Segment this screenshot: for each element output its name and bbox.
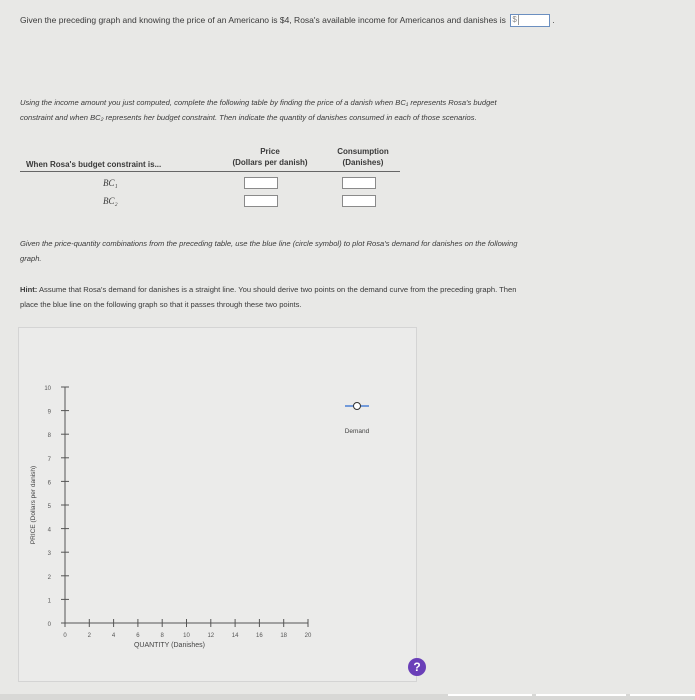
y-tick-label: 10 [44, 386, 51, 392]
table-instructions-line2: constraint and when BC₂ represents her budget constraint. Then indicate the quantity of danishes consumed in each of those scenarios. [20, 113, 477, 122]
y-tick-label: 5 [47, 504, 51, 510]
x-tick-label: 0 [63, 633, 67, 639]
x-tick-label: 12 [207, 633, 215, 639]
bottom-bar-segment-2 [536, 694, 626, 696]
table-instructions-line1: Using the income amount you just computed, complete the following table by finding the price of a danish when BC₁ represents Rosa's budget [20, 98, 497, 107]
header-price [215, 146, 325, 168]
header-price-title: Price [260, 147, 280, 156]
y-tick-label: 6 [47, 480, 51, 487]
x-tick-label: 16 [256, 633, 263, 639]
x-tick-label: 18 [280, 633, 288, 639]
bottom-bar-segment-1 [448, 694, 532, 696]
bottom-bar-segment-3 [630, 694, 695, 696]
row-label-bc2: BC₂ [103, 196, 118, 206]
header-budget-constraint: When Rosa's budget constraint is... [26, 160, 162, 169]
header-price-unit: (Dollars per danish) [232, 158, 308, 167]
x-axis-label: QUANTITY (Danishes) [133, 642, 206, 649]
income-question-text: Given the preceding graph and knowing the price of an Americano is $4, Rosa's available income for Americanos and danishes is [20, 14, 506, 25]
x-tick-label: 6 [136, 633, 140, 639]
y-tick-label: 1 [47, 598, 51, 605]
plot-instructions-line1: Given the price-quantity combinations from the preceding table, use the blue line (circle symbol) to plot Rosa's demand for danishes on the following [20, 239, 518, 248]
x-tick-label: 20 [304, 633, 312, 639]
row-label-bc1: BC₁ [103, 178, 118, 188]
currency-symbol: $ [512, 15, 517, 24]
table-row-bc1 [20, 176, 400, 192]
plot-instructions [20, 236, 680, 266]
income-input[interactable] [510, 14, 550, 27]
x-tick-label: 14 [231, 633, 239, 639]
price-consumption-table [20, 140, 400, 206]
help-icon[interactable]: ? [408, 658, 426, 676]
y-tick-label: 4 [47, 527, 51, 534]
consumption-input-bc2[interactable] [342, 195, 376, 207]
price-input-bc1[interactable] [244, 177, 278, 189]
y-tick-label: 3 [47, 551, 51, 558]
x-tick-label: 8 [160, 633, 164, 639]
hint-label: Hint: [20, 285, 38, 294]
y-axis-label: PRICE (Dollars per danish) [30, 465, 37, 545]
consumption-input-bc1[interactable] [342, 177, 376, 189]
income-question [20, 14, 555, 27]
bottom-scroll-bar [0, 694, 695, 700]
demand-legend-circle-icon[interactable] [354, 403, 361, 410]
header-consumption [325, 146, 401, 168]
y-tick-label: 2 [47, 574, 51, 581]
table-instructions [20, 95, 660, 125]
table-header [20, 140, 400, 172]
x-tick-label: 10 [183, 633, 190, 639]
demand-legend-label: Demand [344, 428, 370, 435]
plot-instructions-line2: graph. [20, 254, 42, 263]
header-rule [20, 171, 400, 172]
header-consumption-title: Consumption [337, 147, 389, 156]
y-tick-label: 0 [47, 622, 51, 628]
x-tick-label: 4 [111, 633, 116, 639]
hint-line1: Assume that Rosa's demand for danishes is a straight line. You should derive two points on the demand curve from the preceding graph. Then [37, 285, 517, 294]
hint [20, 282, 680, 312]
demand-graph[interactable] [19, 328, 416, 681]
y-tick-label: 8 [47, 433, 51, 440]
price-input-bc2[interactable] [244, 195, 278, 207]
y-tick-label: 7 [47, 456, 51, 463]
income-question-period: . [552, 14, 555, 25]
hint-line2: place the blue line on the following graph so that it passes through these two points. [20, 300, 302, 309]
header-consumption-unit: (Danishes) [342, 158, 384, 167]
table-row-bc2 [20, 194, 400, 210]
graph-panel[interactable] [18, 327, 421, 682]
x-tick-label: 2 [87, 633, 91, 639]
y-tick-label: 9 [47, 409, 51, 416]
